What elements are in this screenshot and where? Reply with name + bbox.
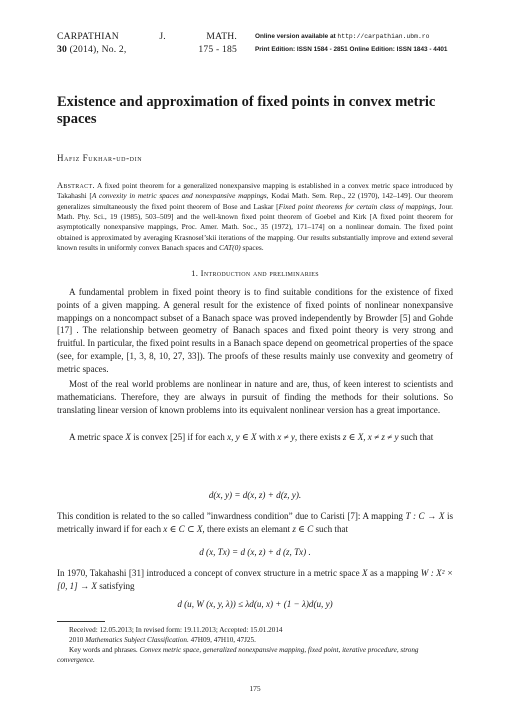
p3-text-d: , there exists [294, 432, 343, 442]
keywords-text: Convex metric space, generalized nonexpansive mapping, fixed point, iterative procedure, strong convergence. [57, 646, 419, 664]
p3-math-xy: x, y ∈ X [227, 432, 257, 442]
abstract-label: Abstract. [57, 181, 95, 190]
p3-text-e: such that [398, 432, 434, 442]
abstract-text-4: spaces. [240, 243, 264, 253]
journal-abbr-1: J. [159, 31, 166, 42]
paragraph-4 [57, 510, 453, 536]
print-edition: Print Edition: ISSN 1584 - 2851 Online Edition: ISSN 1843 - 4401 [255, 45, 448, 53]
p4-text-a: This condition is related to the so called ”inwardness condition” due to Caristi [7]: A mapping [57, 511, 406, 521]
p5-text-a: In 1970, Takahashi [31] introduced a concept of convex structure in a metric space [57, 568, 363, 578]
journal-name: CARPATHIAN [57, 31, 119, 42]
footnotes [57, 625, 453, 665]
section-heading: 1. Introduction and preliminaries [191, 268, 319, 278]
paragraph-1-text: A fundamental problem in fixed point theory is to find suitable conditions for the existence of fixed points of a given mapping. A general result for the existence of fixed points of nonlinear nonexpansive mappings on a noncompact subset of a Banach space was proved independently by Browder [5] and Gohde [17] . The relationship between geometry of Banach spaces and fixed point theory is very strong and fruitful. In particular, the fixed point results in a Banach space depend on geometrical properties of the space (see, for example, [1, 3, 8, 10, 27, 33]). The proofs of these results mainly use convexity and geometry of metric spaces. [57, 287, 453, 374]
p5-math-X: X [362, 568, 368, 578]
msc-codes: 47H09, 47H10, 47J25. [188, 636, 256, 644]
p4-math-z: z ∈ C [292, 523, 314, 534]
abstract-ref-title-1: A convexity in metric spaces and nonexpansive mappings [91, 191, 267, 201]
p3-text-b: is convex [25] if for each [130, 432, 228, 442]
abstract-text-1: A fixed point theorem for a generalized nonexpansive mapping is established in a convex metric space introduced by Takahashi [ [57, 181, 453, 201]
abstract [57, 181, 453, 253]
p3-text-c: with [256, 432, 278, 442]
equation-1: d(x, y) = d(x, z) + d(z, y). [208, 490, 302, 500]
paragraph-3 [57, 431, 453, 444]
paper-title: Existence and approximation of fixed points in convex metric spaces [57, 94, 436, 127]
journal-abbr-2: MATH. [206, 31, 237, 42]
abstract-text-3: , Jour. Math. Phy. Sci., 19 (1985), 503–509] and the well-known fixed point theorem of Goebel and Kirk [A fixed point theorem for asymptotically nonexpansive mappings, Proc. Amer. Math. Soc., 35 (1972), 171–174] on a nonlinear domain. The fixed point obtained is approximated by averaging Krasnosel’skii iterations of the mapping. Our results substantially improve and extend several known results in uniformly convex Banach spaces and [57, 201, 453, 253]
equation-2: d (x, Tx) = d (x, z) + d (z, Tx) . [199, 547, 311, 557]
paper-author: Hafiz Fukhar-ud-din [57, 153, 143, 163]
footnote-keywords [57, 645, 453, 665]
footnote-dates: Received: 12.05.2013; In revised form: 19.11.2013; Accepted: 15.01.2014 [69, 626, 283, 634]
p4-text-b: is metrically inward if for each [57, 511, 454, 534]
p4-math-x: x ∈ C ⊂ X [163, 523, 203, 534]
p3-math-X: X [125, 432, 131, 442]
p5-math-W: W : X² × [0, 1] → X [57, 568, 454, 591]
abstract-text-2: , Kodai Math. Sem. Rep., 22 (1970), 142–149]. Our theorem generalizes simultaneously the fixed point theorem of Bose and Laskar [ [57, 191, 453, 211]
p4-text-c: , there exists an elemant [202, 523, 293, 534]
online-label: Online version available at [255, 33, 336, 40]
msc-label: Mathematics Subject Classification. [85, 636, 189, 644]
abstract-ref-title-2: Fixed point theorems for certain class of mappings [278, 201, 435, 211]
footnote-msc [57, 635, 453, 645]
online-url[interactable]: http://carpathian.ubm.ro [337, 33, 430, 40]
p3-text-a: A metric space [69, 432, 126, 442]
page-number: 175 [249, 684, 261, 693]
p4-math-T: T : C → X [405, 511, 445, 521]
p5-text-c: satisfying [96, 580, 135, 591]
p5-text-b: as a mapping [367, 568, 421, 578]
journal-year-issue: (2014), No. 2, [69, 43, 127, 55]
journal-pages: 175 - 185 [198, 43, 237, 55]
paragraph-2 [57, 378, 453, 416]
paragraph-2-text: Most of the real world problems are nonlinear in nature and are, thus, of keen interest to scientists and mathematicians. Therefore, they are always in pursuit of finding the methods for their solutions. So translating linear version of known problems into its equivalent nonlinear version has a great importance. [57, 379, 453, 415]
edition-info [255, 31, 448, 56]
footnote-divider [57, 621, 105, 622]
p3-math-z: z ∈ X, x ≠ z ≠ y [342, 432, 399, 442]
keywords-label: Key words and phrases. [69, 646, 140, 654]
p4-text-d: such that [313, 523, 349, 534]
journal-volume: 30 [57, 43, 67, 55]
paragraph-5 [57, 567, 453, 593]
equation-3: d (u, W (x, y, λ)) ≤ λd(u, x) + (1 − λ)d(u, y) [177, 599, 333, 609]
paragraph-1 [57, 286, 453, 376]
journal-citation [57, 31, 237, 56]
abstract-cat0: CAT(0) [218, 243, 241, 253]
msc-prefix: 2010 [69, 636, 86, 644]
p3-math-xneqy: x ≠ y [277, 432, 295, 442]
